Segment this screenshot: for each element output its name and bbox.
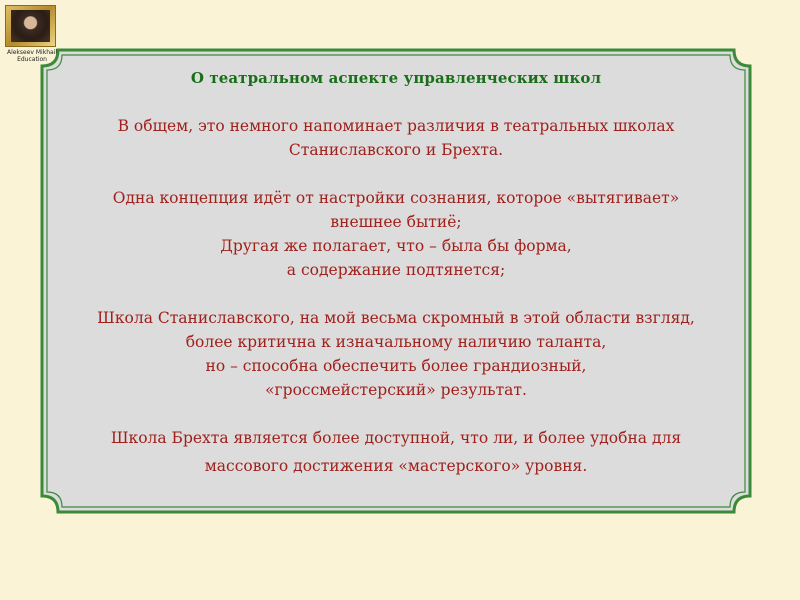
text-line: внешнее бытиё; (330, 213, 462, 231)
text-line: Одна концепция идёт от настройки сознания, которое «вытягивает» (112, 189, 680, 207)
text-line: «гроссмейстерский» результат. (265, 381, 527, 399)
text-line: Станиславского и Брехта. (288, 141, 504, 159)
paragraph-3 (58, 306, 734, 402)
text-line: но – способна обеспечить более грандиозный, (205, 357, 587, 375)
text-line: Школа Станиславского, на мой весьма скромный в этой области взгляд, (97, 309, 695, 327)
slide-title: О театральном аспекте управленческих школ (190, 69, 602, 87)
paragraph-2 (58, 186, 734, 282)
slide-content (58, 58, 734, 478)
paragraph-1 (58, 114, 734, 162)
text-line: В общем, это немного напоминает различия в театральных школах (117, 117, 675, 135)
text-line: более критична к изначальному наличию таланта, (185, 333, 607, 351)
text-line: Школа Брехта является более доступной, что ли, и более удобна для (110, 429, 682, 447)
portrait-image (11, 10, 50, 42)
text-line: а содержание подтянется; (286, 261, 506, 279)
paragraph-4 (58, 426, 734, 478)
text-line: массового достижения «мастерского» уровня. (204, 457, 588, 475)
text-line: Другая же полагает, что – была бы форма, (220, 237, 572, 255)
logo-caption: Alekseev Mikhail Education (6, 49, 58, 63)
